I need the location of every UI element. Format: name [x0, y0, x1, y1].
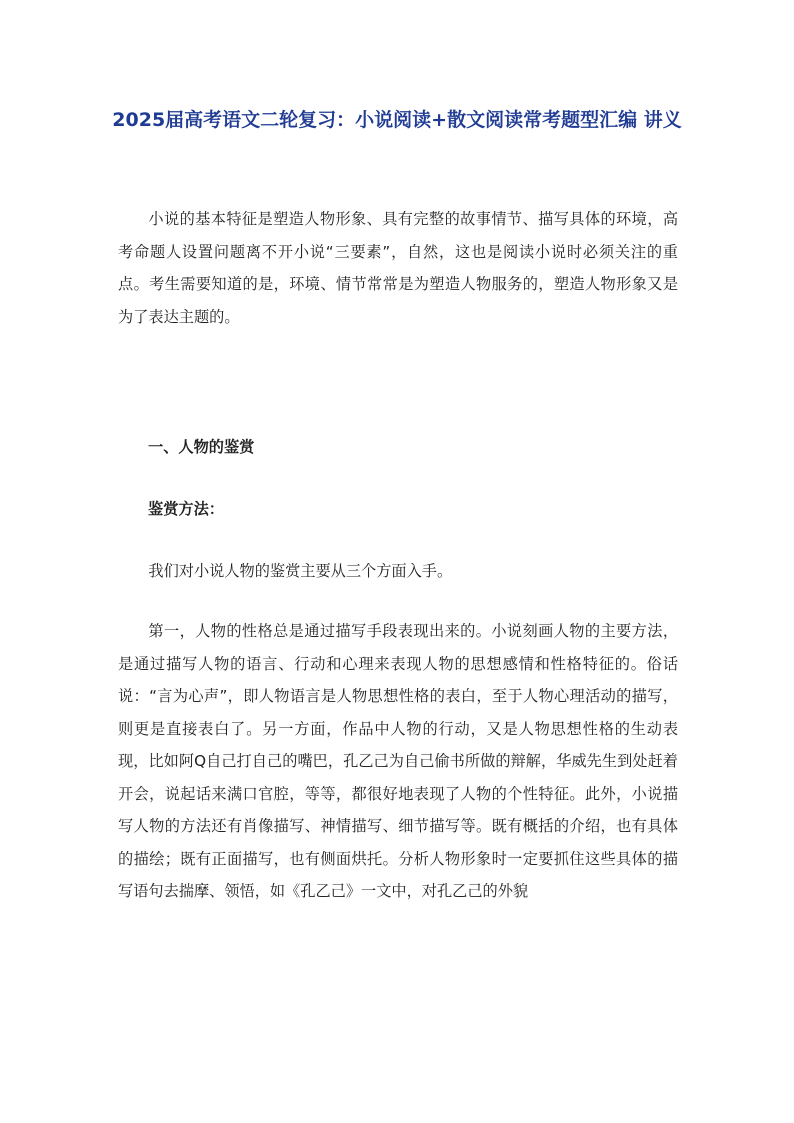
subheading: 鉴赏方法：: [148, 500, 224, 518]
section-heading: 一、人物的鉴赏: [148, 438, 255, 456]
intro-paragraph: 小说的基本特征是塑造人物形象、具有完整的故事情节、描写具体的环境，高考命题人设置问题离不开小说“三要素”，自然，这也是阅读小说时必须关注的重点。考生需要知道的是，环境、情节常常是为塑造人物服务的，塑造人物形象又是为了表达主题的。: [118, 210, 678, 326]
document-title: 2025届高考语文二轮复习：小说阅读+散文阅读常考题型汇编 讲义: [112, 109, 682, 131]
methods-paragraph: 我们对小说人物的鉴赏主要从三个方面入手。: [148, 562, 453, 580]
first-point-paragraph: 第一，人物的性格总是通过描写手段表现出来的。小说刻画人物的主要方法，是通过描写人物的语言、行动和心理来表现人物的思想感情和性格特征的。俗话说：“言为心声”，即人物语言是人物思想性格的表白，至于人物心理活动的描写，则更是直接表白了。另一方面，作品中人物的行动，又是人物思想性格的生动表现，比如阿Q自己打自己的嘴巴，孔乙己为自己偷书所做的辩解，华威先生到处赶着开会，说起话来满口官腔，等等，都很好地表现了人物的个性特征。此外，小说描写人物的方法还有肖像描写、神情描写、细节描写等。既有概括的介绍，也有具体的描绘；既有正面描写，也有侧面烘托。分析人物形象时一定要抓住这些具体的描写语句去揣摩、领悟，如《孔乙己》一文中，对孔乙己的外貌: [118, 622, 678, 900]
